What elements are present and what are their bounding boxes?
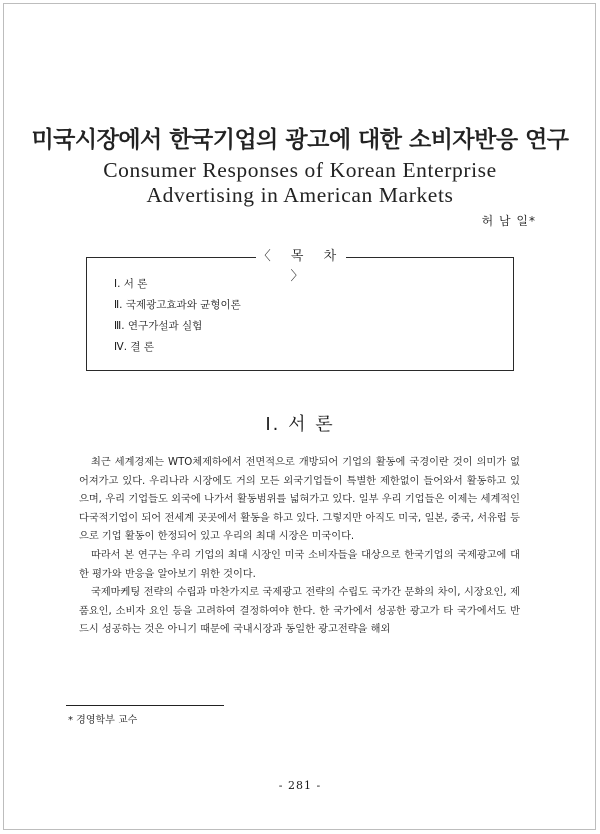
page-number: - 281 -	[278, 779, 322, 792]
paragraph: 국제마케팅 전략의 수립과 마찬가지로 국제광고 전략의 수립도 국가간 문화의 차이, 시장요인, 제품요인, 소비자 요인 등을 고려하여 결정하여야 한다. 한 국가에서 성공한 광고가 타 국가에서도 반드시 성공하는 것은 아니기 때문에 국내시장과 동일한 광고전략을 해외	[79, 587, 520, 636]
toc-item: Ⅱ. 국제광고효과와 균형이론	[114, 299, 241, 311]
toc-item: Ⅲ. 연구가설과 실험	[114, 320, 203, 332]
toc-heading: 〈 목 차 〉	[257, 249, 345, 284]
paragraph: 최근 세계경제는 WTO체제하에서 전면적으로 개방되어 기업의 활동에 국경이란 것이 의미가 없어져가고 있다. 우리나라 시장에도 거의 모든 외국기업들이 특별한 제한없이 들어와서 활동하고 있으며, 우리 기업들도 외국에 나가서 활동범위를 넓혀가고 있다. 일부 우리 기업들은 이제는 세계적인 다국적기업이 되어 전세계 곳곳에서 활동을 하고 있다. 그렇지만 아직도 미국, 일본, 중국, 서유럽 등으로 기업 활동이 한정되어 있고 우리의 최대 시장은 미국이다.	[79, 457, 520, 543]
body-text	[79, 454, 520, 640]
author: 허 남 일*	[481, 214, 536, 228]
title-korean: 미국시장에서 한국기업의 광고에 대한 소비자반응 연구	[31, 127, 569, 153]
toc-item: Ⅳ. 결 론	[114, 341, 154, 353]
toc-item: Ⅰ. 서 론	[114, 278, 148, 290]
toc-list	[114, 274, 241, 358]
section-title: Ⅰ. 서 론	[265, 414, 335, 435]
footnote: * 경영학부 교수	[68, 715, 138, 726]
paragraph: 따라서 본 연구는 우리 기업의 최대 시장인 미국 소비자들을 대상으로 한국기업의 국제광고에 대한 평가와 반응을 알아보기 위한 것이다.	[79, 549, 520, 580]
title-english: Consumer Responses of Korean Enterprise Advertising in American Markets	[103, 158, 497, 207]
footnote-divider	[66, 705, 224, 706]
